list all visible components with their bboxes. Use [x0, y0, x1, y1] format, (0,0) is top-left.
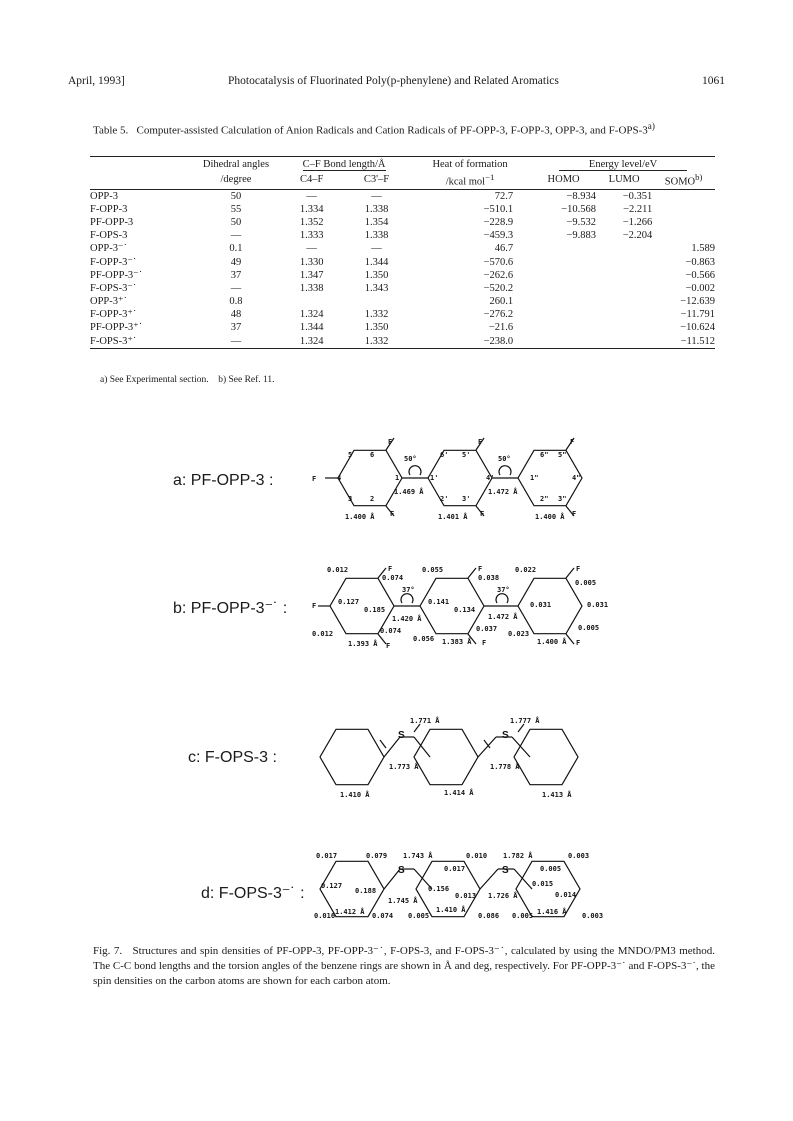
- spin-density-label: 0.015: [532, 880, 554, 888]
- spin-density-label: 0.031: [587, 601, 609, 609]
- col-heat-unit: /kcal mol$^{-1}$: [409, 171, 531, 189]
- cell-homo: −10.568: [561, 203, 597, 215]
- fluorine-label: F: [388, 565, 393, 573]
- cell-somo: −11.791: [680, 309, 715, 321]
- cell-compound: F-OPS-3: [90, 230, 128, 242]
- spin-density-label: 0.056: [413, 635, 435, 643]
- cell-compound: OPP-3⁻˙: [90, 243, 128, 255]
- atom-number: 2': [440, 495, 449, 503]
- cell-c3f: —: [371, 243, 382, 255]
- spin-density-label: 0.005: [512, 912, 534, 920]
- cell-somo: −0.863: [685, 256, 715, 268]
- structure-label-d: d: F-OPS-3⁻˙ :: [201, 885, 305, 902]
- bond-length-label: 1.401 Å: [438, 513, 468, 521]
- fluorine-label: F: [576, 639, 581, 647]
- atom-number: 6": [540, 451, 549, 459]
- fluorine-label: F: [570, 438, 575, 446]
- footnote-b: b) See Ref. 11.: [218, 375, 275, 385]
- cell-c3f: 1.338: [364, 203, 389, 215]
- spin-density-label: 0.188: [355, 887, 377, 895]
- cell-lumo: −2.204: [622, 230, 653, 242]
- spin-density-label: 0.074: [372, 912, 394, 920]
- cell-compound: F-OPP-3: [90, 203, 128, 215]
- spin-density-label: 0.031: [530, 601, 552, 609]
- torsion-arrow: [499, 466, 511, 475]
- torsion-arrow: [401, 594, 413, 603]
- atom-number: 5: [348, 451, 353, 459]
- bond-line: [514, 869, 532, 889]
- spin-density-label: 0.014: [555, 891, 577, 899]
- bond-line: [480, 869, 498, 889]
- cell-c4f: 1.324: [279, 335, 344, 349]
- bond-length-label: 1.472 Å: [488, 488, 518, 496]
- torsion-angle-label: 50°: [498, 455, 511, 463]
- cell-compound: OPP-3: [90, 190, 119, 202]
- spin-density-label: 0.005: [540, 865, 562, 873]
- torsion-angle-label: 37°: [402, 586, 415, 594]
- cell-dihedral: 0.8: [229, 296, 243, 308]
- fluorine-label: F: [388, 438, 393, 446]
- sulfur-label: S: [502, 730, 509, 741]
- atom-number: 2": [540, 495, 549, 503]
- cell-c3f: 1.332: [344, 335, 409, 349]
- spin-density-label: 0.134: [454, 606, 476, 614]
- running-header-title: Photocatalysis of Fluorinated Poly(p-phenylene) and Related Aromatics: [228, 75, 559, 87]
- cell-heat: 260.1: [489, 296, 514, 308]
- bond-line: [468, 568, 476, 578]
- cell-dihedral: 37: [230, 269, 242, 281]
- cell-c3f: 1.343: [364, 282, 389, 294]
- cell-dihedral: 50: [230, 216, 242, 228]
- torsion-angle-label: 50°: [404, 455, 417, 463]
- cell-c4f: 1.330: [299, 256, 324, 268]
- fluorine-label: F: [572, 510, 577, 518]
- bond-length-label: 1.393 Å: [348, 640, 378, 648]
- cell-homo: −9.883: [566, 230, 597, 242]
- col-bond-length: C–F Bond length/Å: [302, 158, 386, 170]
- sulfur-label: S: [398, 865, 405, 876]
- cell-heat: −238.0: [409, 335, 531, 349]
- cell-lumo: −0.351: [622, 190, 653, 202]
- cell-c3f: 1.344: [364, 256, 389, 268]
- atom-number: 5': [462, 451, 471, 459]
- atom-number: 4': [486, 474, 495, 482]
- table-caption-text: Computer-assisted Calculation of Anion Radicals and Cation Radicals of PF-OPP-3, F-OPP-3, OPP-3, and F-OPS-3: [136, 124, 648, 137]
- torsion-arrow: [409, 466, 421, 475]
- spin-density-label: 0.005: [578, 624, 600, 632]
- atom-number: 1": [530, 474, 539, 482]
- bond-line: [478, 737, 496, 757]
- benzene-ring: [414, 729, 478, 784]
- spin-density-label: 0.074: [382, 574, 404, 582]
- spin-density-label: 0.016: [314, 912, 336, 920]
- spin-density-label: 0.003: [582, 912, 604, 920]
- cell-c4f: 1.352: [299, 216, 324, 228]
- cell-c3f: 1.350: [364, 322, 389, 334]
- torsion-arrow: [496, 594, 508, 603]
- cell-c3f: 1.332: [364, 309, 389, 321]
- cell-dihedral: 37: [230, 322, 242, 334]
- fluorine-label: F: [390, 510, 395, 518]
- cell-heat: −228.9: [483, 216, 514, 228]
- cell-c3f: 1.338: [364, 230, 389, 242]
- bond-line: [566, 568, 574, 578]
- cell-c3f: —: [371, 190, 382, 202]
- spin-density-label: 0.005: [408, 912, 430, 920]
- atom-number: 5": [558, 451, 567, 459]
- cell-c4f: 1.344: [299, 322, 324, 334]
- spin-density-label: 0.017: [444, 865, 466, 873]
- col-c3f: C3'–F: [344, 171, 409, 189]
- cell-somo: 1.589: [691, 243, 715, 255]
- bond-length-label: 1.400 Å: [345, 513, 375, 521]
- cell-compound: F-OPP-3⁺˙: [90, 309, 137, 321]
- running-header-left: April, 1993]: [68, 75, 125, 87]
- atom-number: 6: [370, 451, 375, 459]
- structure-label-b: b: PF-OPP-3⁻˙ :: [173, 600, 288, 617]
- atom-number: 2: [370, 495, 375, 503]
- figure-caption-text: Structures and spin densities of PF-OPP-3, PF-OPP-3⁻˙, F-OPS-3, and F-OPS-3⁻˙, calculated by using the MNDO/PM3 method. The C-C bond lengths and the torsion angles of the benzene rings are shown in Å and deg, respectively. For PF-OPP-3⁻˙ and F-OPS-3⁻˙, the spin densities on the carbon atoms are shown for each carbon atom.: [93, 945, 715, 987]
- cell-compound: F-OPS-3⁺˙: [90, 335, 193, 349]
- col-lumo: LUMO: [596, 171, 652, 189]
- spin-density-label: 0.005: [575, 579, 597, 587]
- col-degree: /degree: [193, 171, 280, 189]
- bond-length-label: 1.410 Å: [340, 791, 370, 799]
- sulfur-label: S: [398, 730, 405, 741]
- spin-density-label: 0.079: [366, 852, 388, 860]
- spin-density-label: 0.055: [422, 566, 444, 574]
- bond-length-label: 1.778 Å: [490, 763, 520, 771]
- sulfur-label: S: [502, 865, 509, 876]
- cell-somo: −0.566: [685, 269, 715, 281]
- torsion-angle-label: 37°: [497, 586, 510, 594]
- bond-length-label: 1.782 Å: [503, 852, 533, 860]
- footnote-a: a) See Experimental section.: [100, 375, 209, 385]
- col-dihedral: Dihedral angles: [193, 157, 280, 172]
- bond-line: [512, 737, 530, 757]
- fluorine-label: F: [482, 639, 487, 647]
- bond-line: [566, 634, 574, 644]
- cell-heat: −520.2: [483, 282, 514, 294]
- spin-density-label: 0.022: [515, 566, 537, 574]
- cell-somo: −11.512: [652, 335, 715, 349]
- cell-compound: PF-OPP-3⁺˙: [90, 322, 143, 334]
- cell-c3f: 1.354: [364, 216, 389, 228]
- cell-dihedral: 49: [230, 256, 242, 268]
- atom-number: 3': [462, 495, 471, 503]
- cell-c4f: 1.333: [299, 230, 324, 242]
- spin-density-label: 0.013: [455, 892, 477, 900]
- cell-c4f: 1.324: [299, 309, 324, 321]
- benzene-ring: [514, 729, 578, 784]
- bond-length-label: 1.469 Å: [394, 488, 424, 496]
- spin-density-label: 0.127: [321, 882, 343, 890]
- cell-heat: −21.6: [488, 322, 514, 334]
- bond-length-label: 1.773 Å: [389, 763, 419, 771]
- page-number: 1061: [702, 75, 725, 87]
- spin-density-label: 0.038: [478, 574, 500, 582]
- bond-line: [378, 634, 386, 644]
- bond-length-label: 1.726 Å: [488, 892, 518, 900]
- bond-line: [518, 724, 524, 732]
- cell-compound: F-OPS-3⁻˙: [90, 282, 137, 294]
- cell-compound: OPP-3⁺˙: [90, 296, 128, 308]
- bond-length-label: 1.412 Å: [335, 908, 365, 916]
- atom-number: 6': [440, 451, 449, 459]
- bond-length-label: 1.777 Å: [510, 717, 540, 725]
- cell-compound: PF-OPP-3: [90, 216, 134, 228]
- cell-c4f: 1.338: [299, 282, 324, 294]
- cell-c4f: 1.334: [299, 203, 324, 215]
- bond-length-label: 1.416 Å: [537, 908, 567, 916]
- spin-density-label: 0.010: [466, 852, 488, 860]
- cell-homo: −8.934: [566, 190, 597, 202]
- bond-line: [380, 740, 386, 748]
- spin-density-label: 0.074: [380, 627, 402, 635]
- figure-caption-label: Fig. 7.: [93, 945, 123, 957]
- bond-length-label: 1.383 Å: [442, 638, 472, 646]
- col-somo: SOMO$^{b)}$: [652, 171, 715, 189]
- spin-density-label: 0.003: [568, 852, 590, 860]
- col-c4f: C4–F: [279, 171, 344, 189]
- col-energy: Energy level/eV: [559, 159, 687, 171]
- bond-length-label: 1.410 Å: [436, 906, 466, 914]
- spin-density-label: 0.037: [476, 625, 498, 633]
- spin-density-label: 0.086: [478, 912, 500, 920]
- cell-compound: PF-OPP-3⁻˙: [90, 269, 143, 281]
- cell-compound: F-OPP-3⁻˙: [90, 256, 137, 268]
- cell-c3f: 1.350: [364, 269, 389, 281]
- bond-length-label: 1.743 Å: [403, 852, 433, 860]
- atom-number: 3": [558, 495, 567, 503]
- benzene-ring: [320, 729, 384, 784]
- spin-density-label: 0.012: [327, 566, 349, 574]
- bond-length-label: 1.400 Å: [535, 513, 565, 521]
- spin-density-label: 0.156: [428, 885, 450, 893]
- cell-heat: −276.2: [483, 309, 514, 321]
- cell-c4f: —: [306, 190, 317, 202]
- cell-dihedral: —: [193, 335, 280, 349]
- bond-length-label: 1.420 Å: [392, 615, 422, 623]
- cell-homo: −9.532: [566, 216, 597, 228]
- fluorine-label: F: [312, 602, 317, 610]
- table-caption-sup: a): [647, 121, 655, 131]
- cell-lumo: −2.211: [623, 203, 653, 215]
- bond-length-label: 1.771 Å: [410, 717, 440, 725]
- cell-heat: −459.3: [483, 230, 514, 242]
- spin-density-label: 0.127: [338, 598, 360, 606]
- cell-dihedral: 50: [230, 190, 242, 202]
- fluorine-label: F: [386, 642, 391, 650]
- cell-c4f: —: [306, 243, 317, 255]
- cell-somo: −12.639: [680, 296, 715, 308]
- cell-lumo: −1.266: [622, 216, 653, 228]
- bond-length-label: 1.414 Å: [444, 789, 474, 797]
- cell-dihedral: 55: [230, 203, 242, 215]
- cell-heat: 46.7: [494, 243, 514, 255]
- cell-dihedral: —: [230, 230, 242, 242]
- cell-heat: −510.1: [483, 203, 514, 215]
- bond-length-label: 1.472 Å: [488, 613, 518, 621]
- spin-density-label: 0.185: [364, 606, 386, 614]
- cell-somo: −10.624: [680, 322, 715, 334]
- spin-density-label: 0.017: [316, 852, 338, 860]
- fluorine-label: F: [312, 475, 317, 483]
- cell-heat: −570.6: [483, 256, 514, 268]
- structure-label-c: c: F-OPS-3 :: [188, 749, 277, 766]
- cell-dihedral: 0.1: [229, 243, 243, 255]
- figure-caption: [93, 944, 715, 989]
- atom-number: 4: [337, 474, 342, 482]
- atom-number: 1': [430, 474, 439, 482]
- fluorine-label: F: [576, 565, 581, 573]
- cell-somo: −0.002: [685, 282, 715, 294]
- col-homo: HOMO: [531, 171, 596, 189]
- spin-density-label: 0.012: [312, 630, 334, 638]
- fluorine-label: F: [478, 565, 483, 573]
- atom-number: 4": [572, 474, 581, 482]
- cell-c4f: 1.347: [299, 269, 324, 281]
- cell-dihedral: —: [230, 282, 242, 294]
- atom-number: 1: [395, 474, 400, 482]
- cell-heat: 72.7: [494, 190, 514, 202]
- atom-number: 3: [348, 495, 353, 503]
- spin-density-label: 0.023: [508, 630, 530, 638]
- fluorine-label: F: [478, 438, 483, 446]
- bond-line: [414, 724, 420, 732]
- bond-length-label: 1.413 Å: [542, 791, 572, 799]
- cell-dihedral: 48: [230, 309, 242, 321]
- structure-label-a: a: PF-OPP-3 :: [173, 472, 274, 489]
- spin-density-label: 0.141: [428, 598, 450, 606]
- table-caption-label: Table 5.: [93, 124, 129, 137]
- fluorine-label: F: [480, 510, 485, 518]
- col-heat: Heat of formation: [409, 157, 531, 172]
- bond-length-label: 1.400 Å: [537, 638, 567, 646]
- cell-heat: −262.6: [483, 269, 514, 281]
- bond-length-label: 1.745 Å: [388, 897, 418, 905]
